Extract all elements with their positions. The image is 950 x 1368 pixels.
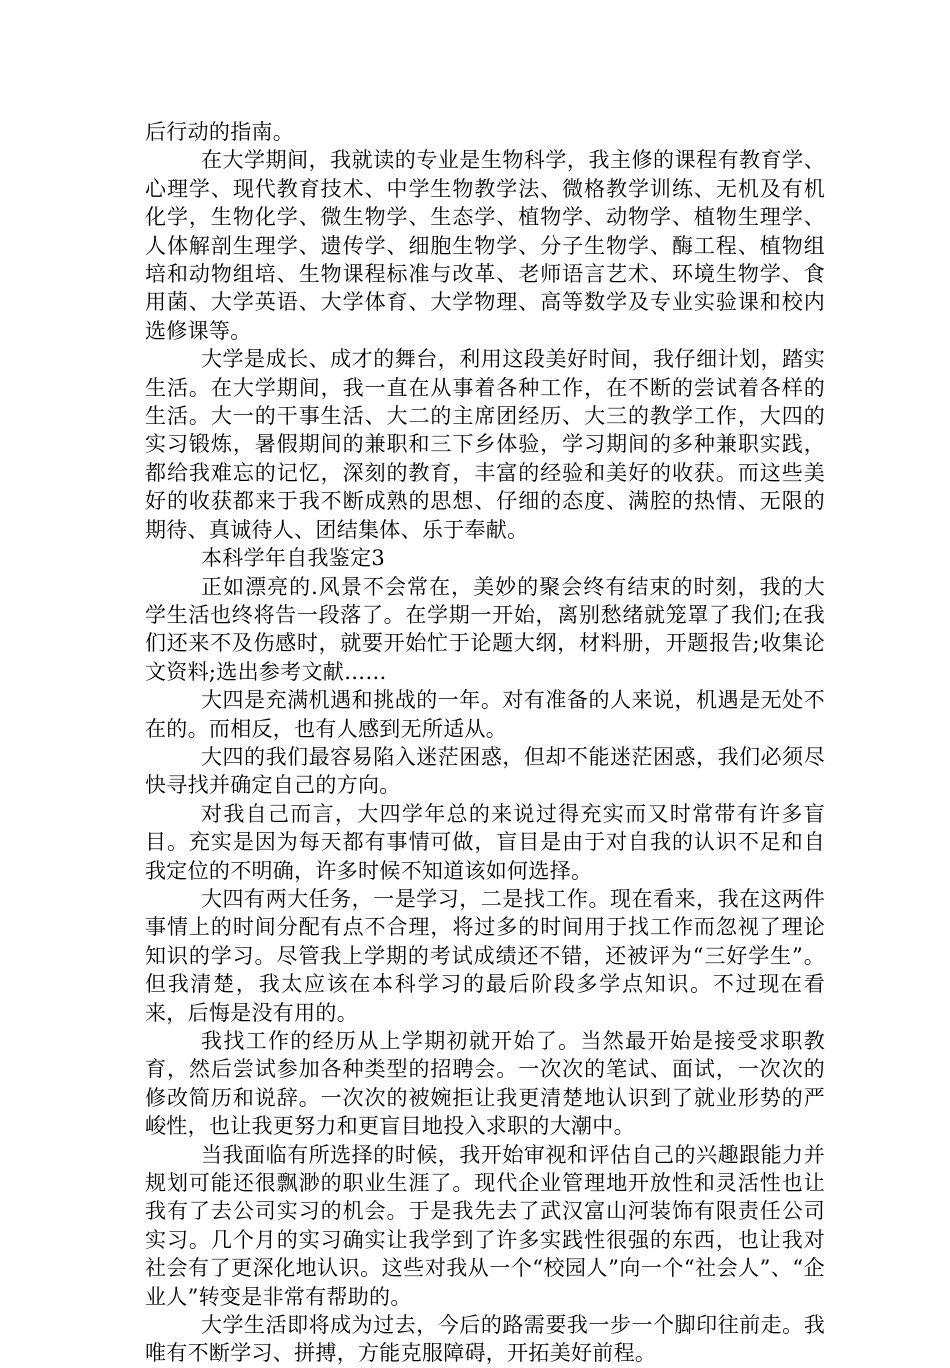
section-heading: 本科学年自我鉴定3 <box>201 546 386 571</box>
paragraph-intro: 正如漂亮的.风景不会常在，美妙的聚会终有结束的时刻，我的大学生活也终将告一段落了。在学期一开始，离别愁绪就笼罩了我们;在我们还来不及伤感时，就要开始忙于论题大纲，材料册，开题报告;收集论文资料;选出参考文献…… <box>145 574 825 684</box>
paragraph-internship: 当我面临有所选择的时候，我开始审视和评估自己的兴趣跟能力并规划可能还很飘渺的职业生涯了。现代企业管理地开放性和灵活性也让我有了去公司实习的机会。于是我先去了武汉富山河装饰有限责任公司实习。几个月的实习确实让我学到了许多实践性很强的东西，也让我对社会有了更深化地认识。这些对我从一个“校园人”向一个“社会人”、“企业人”转变是非常有帮助的。 <box>145 1142 825 1309</box>
paragraph-job-search: 我找工作的经历从上学期初就开始了。当然最开始是接受求职教育，然后尝试参加各种类型的招聘会。一次次的笔试、面试，一次次的修改简历和说辞。一次次的被婉拒让我更清楚地认识到了就业形势的严峻性，也让我更努力和更盲目地投入求职的大潮中。 <box>145 1029 825 1139</box>
paragraph-two-tasks: 大四有两大任务，一是学习，二是找工作。现在看来，我在这两件事情上的时间分配有点不合理，将过多的时间用于找工作而忽视了理论知识的学习。尽管我上学期的考试成绩还不错，还被评为“三好学生”。但我清楚，我太应该在本科学习的最后阶段多学点知识。不过现在看来，后悔是没有用的。 <box>145 886 825 1025</box>
paragraph-self-reflection: 对我自己而言，大四学年总的来说过得充实而又时常带有许多盲目。充实是因为每天都有事情可做，盲目是由于对自我的认识不足和自我定位的不明确，许多时候不知道该如何选择。 <box>145 801 825 883</box>
paragraph-conclusion: 大学生活即将成为过去，今后的路需要我一步一个脚印往前走。我唯有不断学习、拼搏，方能克服障碍，开拓美好前程。 <box>145 1313 825 1366</box>
paragraph-university-life: 大学是成长、成才的舞台，利用这段美好时间，我仔细计划，踏实生活。在大学期间，我一直在从事着各种工作，在不断的尝试着各样的生活。大一的干事生活、大二的主席团经历、大三的教学工作，大四的实习锻炼，暑假期间的兼职和三下乡体验，学习期间的多种兼职实践，都给我难忘的记忆，深刻的教育，丰富的经验和美好的收获。而这些美好的收获都来于我不断成熟的思想、仔细的态度、满腔的热情、无限的期待、真诚待人、团结集体、乐于奉献。 <box>145 347 825 542</box>
paragraph-continuation: 后行动的指南。 <box>145 120 295 144</box>
paragraph-courses: 在大学期间，我就读的专业是生物科学，我主修的课程有教育学、心理学、现代教育技术、中学生物教学法、微格教学训练、无机及有机化学，生物化学、微生物学、生态学、植物学、动物学、植物生理学、人体解剖生理学、遗传学、细胞生物学、分子生物学、酶工程、植物组培和动物组培、生物课程标准与改革、老师语言艺术、环境生物学、食用菌、大学英语、大学体育、大学物理、高等数学及专业实验课和校内选修课等。 <box>145 148 825 343</box>
paragraph-senior-year: 大四是充满机遇和挑战的一年。对有准备的人来说，机遇是无处不在的。而相反，也有人感到无所适从。 <box>145 688 825 741</box>
document-body <box>145 118 825 1368</box>
paragraph-confusion: 大四的我们最容易陷入迷茫困惑，但却不能迷茫困惑，我们必须尽快寻找并确定自己的方向。 <box>145 744 825 798</box>
